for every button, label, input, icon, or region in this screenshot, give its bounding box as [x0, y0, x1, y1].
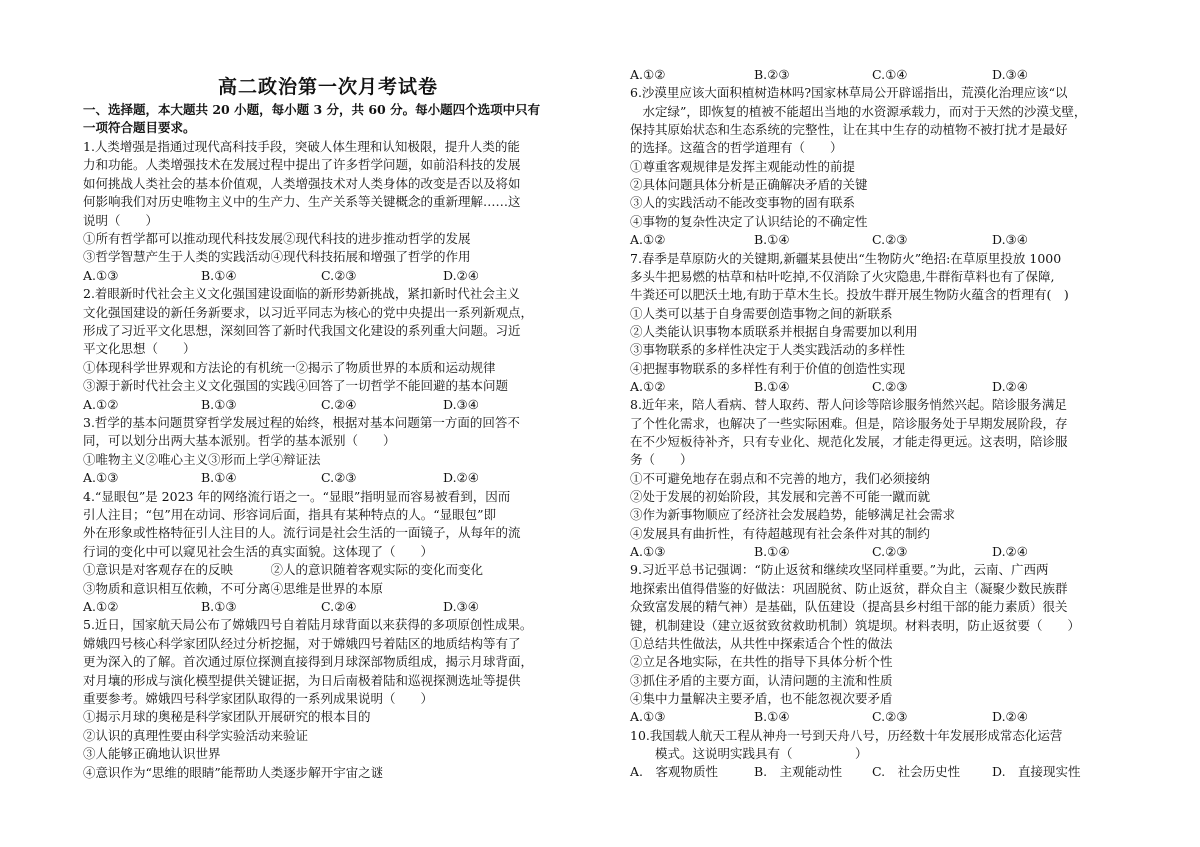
answer-option: A.①② — [630, 232, 666, 248]
answer-option: D.②④ — [992, 544, 1028, 560]
answer-option: D.②④ — [992, 378, 1028, 394]
answer-option: B.①④ — [201, 267, 237, 283]
answer-option: C.②③ — [321, 267, 357, 283]
answer-options-row — [630, 66, 1118, 84]
question-text-line: 保持其原始状态和生态系统的完整性，让在其中生存的动植物不被打扰才是最好 — [630, 122, 1068, 138]
answer-option: D.②④ — [992, 709, 1028, 725]
answer-option: B.②③ — [754, 67, 790, 82]
question-text-line: ①尊重客观规律是发挥主观能动性的前提 — [630, 158, 856, 174]
question-text-line: 在不少短板待补齐，只有专业化、规范化发展，才能走得更远。这表明，陪诊服 — [630, 434, 1068, 449]
question-stem-line: 9.习近平总书记强调：“防止返贫和继续攻坚同样重要。”为此，云南、广西两 — [630, 562, 1049, 578]
question-text-line: 的选择。这蕴含的哲学道理有（ ） — [630, 140, 843, 156]
question-stem-line: 10.我国载人航天工程从神舟一号到天舟八号，历经数十年发展形成常态化运营 — [630, 727, 1063, 743]
question-text-line: ④发展具有曲折性，有待超越现有社会条件对其的制约 — [630, 525, 931, 541]
question-text-line: ②人类能认识事物本质联系并根据自身需要加以利用 — [630, 323, 918, 339]
question-text-line: 何影响我们对历史唯物主义中的生产力、生产关系等关键概念的重新理解……这 — [83, 194, 521, 210]
answer-option: B.①③ — [201, 396, 237, 412]
question-text-line: ①总结共性做法，从共性中探索适合个性的做法 — [630, 635, 893, 651]
question-text-line: ③源于新时代社会主义文化强国的实践④回答了一切哲学不能回避的基本问题 — [83, 378, 509, 394]
question-text-line: 牛粪还可以肥沃土地,有助于草木生长。投放牛群开展生物防火蕴含的哲理有( ) — [630, 287, 1069, 303]
answer-option: A.①② — [630, 67, 666, 82]
answer-option: D. 直接现实性 — [992, 764, 1081, 780]
question-text-line: 多头牛把易燃的枯草和枯叶吃掉,不仅消除了火灾隐患,牛群衔草料也有了保障, — [630, 268, 1055, 284]
question-stem-line: 2.着眼新时代社会主义文化强国建设面临的新形势新挑战，紧扣新时代社会主义 — [83, 286, 520, 302]
answer-options-row — [630, 231, 1118, 249]
answer-option: C.②④ — [321, 599, 357, 614]
answer-option: A.①③ — [83, 267, 119, 283]
question-text-line: ②处于发展的初始阶段，其发展和完善不可能一蹴而就 — [630, 489, 931, 505]
question-text-line: 重要参考。嫦娥四号科学家团队取得的一系列成果说明（ ） — [83, 691, 434, 706]
answer-option: C.②③ — [321, 470, 357, 486]
question-text-line: ③哲学智慧产生于人类的实践活动④现代科技拓展和增强了哲学的作用 — [83, 249, 471, 265]
question-text-line: 外在形象或性格特征引人注目的人。流行词是社会生活的一面镜子，从每年的流 — [83, 525, 521, 541]
question-text-line: ③作为新事物顺应了经济社会发展趋势，能够满足社会需求 — [630, 507, 956, 523]
question-text-line: ③事物联系的多样性决定于人类实践活动的多样性 — [630, 342, 906, 358]
question-stem-line: 7.春季是草原防火的关键期,新疆某县使出“生物防火”绝招:在草原里投放 1000 — [630, 250, 1062, 266]
question-text-line: ④意识作为“思维的眼睛”能帮助人类逐步解开宇宙之谜 — [83, 764, 384, 780]
question-text-line: 对月壤的形成与演化模型提供关键证据，为日后南极着陆和巡视探测选址等提供 — [83, 672, 521, 688]
question-text-line: 说明（ ） — [83, 212, 159, 228]
question-text-line: ①唯物主义②唯心主义③形而上学④辩证法 — [83, 451, 321, 467]
question-text-line: ②立足各地实际，在共性的指导下具体分析个性 — [630, 654, 893, 670]
question-stem-line: 3.哲学的基本问题贯穿哲学发展过程的始终，根据对基本问题第一方面的回答不 — [83, 415, 520, 430]
answer-options-row — [83, 469, 573, 487]
question-text-line: ②具体问题具体分析是正确解决矛盾的关键 — [630, 177, 868, 193]
question-text-line: 模式。这说明实践具有（ ） — [630, 745, 868, 761]
question-text-line: ①人类可以基于自身需要创造事物之间的新联系 — [630, 305, 893, 321]
question-text-line: ④把握事物联系的多样性有利于价值的创造性实现 — [630, 360, 906, 376]
answer-option: B.①④ — [201, 470, 237, 486]
question-stem-line: 5.近日，国家航天局公布了嫦娥四号自着陆月球背面以来获得的多项原创性成果。 — [83, 617, 533, 633]
question-text-line: ①不可避免地存在弱点和不完善的地方，我们必须接纳 — [630, 470, 931, 486]
answer-options-row — [83, 598, 573, 616]
answer-options-row — [83, 396, 573, 414]
answer-options-row — [630, 378, 1118, 396]
section-header-line1: 一、选择题，本大题共 20 小题，每小题 3 分，共 60 分。每小题四个选项中只有 — [83, 102, 541, 117]
question-text-line: 众致富发展的精气神）是基础，队伍建设（提高县乡村组干部的能力素质）很关 — [630, 599, 1068, 615]
question-text-line: ④集中力量解决主要矛盾，也不能忽视次要矛盾 — [630, 690, 893, 706]
question-text-line: ③物质和意识相互依赖，不可分离④思维是世界的本原 — [83, 580, 384, 596]
question-text-line: 水定绿”，即恢复的植被不能超出当地的水资源承载力，而对于天然的沙漠戈壁， — [630, 103, 1087, 119]
answer-option: C. 社会历史性 — [872, 764, 961, 780]
question-text-line: ③人的实践活动不能改变事物的固有联系 — [630, 195, 856, 211]
answer-option: A. 客观物质性 — [630, 764, 719, 780]
question-text-line: 嫦娥四号核心科学家团队经过分析挖掘，对于嫦娥四号着陆区的地质结构等有了 — [83, 635, 521, 651]
question-text-line: ①揭示月球的奥秘是科学家团队开展研究的根本目的 — [83, 709, 371, 725]
question-text-line: 力和功能。人类增强技术在发展过程中提出了许多哲学问题，如前沿科技的发展 — [83, 157, 521, 173]
question-text-line: 平文化思想（ ） — [83, 341, 196, 357]
answer-option: D.③④ — [992, 232, 1028, 248]
question-text-line: 务（ ） — [630, 452, 693, 468]
answer-option: C.②③ — [872, 544, 908, 560]
answer-options-row — [83, 267, 573, 285]
question-text-line: 行词的变化中可以窥见社会生活的真实面貌。这体现了（ ） — [83, 543, 434, 559]
section-header-line2: 一项符合题目要求。 — [83, 120, 196, 135]
question-text-line: 如何挑战人类社会的基本价值观，人类增强技术对人类身体的改变是否以及将如 — [83, 175, 521, 191]
answer-option: C.②③ — [872, 709, 908, 725]
answer-option: A.①② — [83, 599, 119, 614]
question-stem-line: 1.人类增强是指通过现代高科技手段，突破人体生理和认知极限，提升人类的能 — [83, 139, 520, 154]
answer-option: A.①③ — [630, 709, 666, 725]
answer-option: C.①④ — [872, 67, 908, 82]
question-text-line: ③抓住矛盾的主要方面，认清问题的主流和性质 — [630, 672, 893, 688]
question-stem-line: 8.近年来，陪人看病、替人取药、帮人问诊等陪诊服务悄然兴起。陪诊服务满足 — [630, 397, 1067, 413]
question-stem-line: 6.沙漠里应该大面积植树造林吗?国家林草局公开辟谣指出，荒漠化治理应该“以 — [630, 85, 1068, 101]
answer-option: D.②④ — [443, 267, 479, 283]
question-text-line: 文化强国建设的新任务新要求，以习近平同志为核心的党中央提出一系列新观点， — [83, 304, 534, 320]
answer-option: B.①④ — [754, 378, 790, 394]
answer-option: B.①③ — [201, 599, 237, 614]
answer-option: A.①③ — [630, 544, 666, 560]
question-text-line: ②认识的真理性要由科学实验活动来验证 — [83, 727, 309, 743]
answer-option: D.②④ — [443, 470, 479, 486]
answer-options-row — [630, 543, 1118, 561]
answer-option: B. 主观能动性 — [754, 764, 843, 780]
question-text-line: 键，机制建设（建立返贫致贫救助机制）筑堤坝。材料表明，防止返贫要（ ） — [630, 617, 1081, 633]
answer-options-row — [630, 763, 1118, 781]
answer-option: B.①④ — [754, 232, 790, 248]
question-text-line: ④事物的复杂性决定了认识结论的不确定性 — [630, 213, 868, 229]
answer-option: D.③④ — [992, 67, 1028, 82]
answer-option: D.③④ — [443, 396, 479, 412]
question-text-line: ①所有哲学都可以推动现代科技发展②现代科技的进步推动哲学的发展 — [83, 231, 471, 246]
exam-title: 高二政治第一次月考试卷 — [217, 76, 438, 98]
question-text-line: 更为深入的了解。首次通过原位探测直接得到月球深部物质组成，揭示月球背面， — [83, 654, 534, 670]
question-text-line: 引人注目；“包”用在动词、形容词后面，指具有某种特点的人。“显眼包”即 — [83, 507, 497, 522]
question-text-line: 地探索出值得借鉴的好做法：巩固脱贫、防止返贫，群众自主（凝聚少数民族群 — [630, 580, 1068, 596]
question-text-line: ③人能够正确地认识世界 — [83, 746, 221, 762]
question-text-line: 形成了习近平文化思想，深刻回答了新时代我国文化建设的系列重大问题。习近 — [83, 323, 521, 338]
answer-option: D.③④ — [443, 599, 479, 614]
answer-options-row — [630, 708, 1118, 726]
question-text-line: ①体现科学世界观和方法论的有机统一②揭示了物质世界的本质和运动规律 — [83, 359, 496, 375]
question-stem-line: 4.“显眼包”是 2023 年的网络流行语之一。“显眼”指明显而容易被看到，因而 — [83, 488, 511, 504]
answer-option: A.①② — [83, 396, 119, 412]
answer-option: B.①④ — [754, 544, 790, 560]
question-text-line: 了个性化需求，也解决了一些实际困难。但是，陪诊服务处于早期发展阶段，存 — [630, 415, 1068, 431]
answer-option: A.①② — [630, 378, 666, 394]
answer-option: B.①④ — [754, 709, 790, 725]
answer-option: A.①③ — [83, 470, 119, 486]
answer-option: C.②④ — [321, 396, 357, 412]
answer-option: C.②③ — [872, 378, 908, 394]
answer-option: C.②③ — [872, 232, 908, 248]
question-text-line: ①意识是对客观存在的反映 ②人的意识随着客观实际的变化而变化 — [83, 562, 484, 578]
question-text-line: 同，可以划分出两大基本派别。哲学的基本派别（ ） — [83, 433, 396, 449]
